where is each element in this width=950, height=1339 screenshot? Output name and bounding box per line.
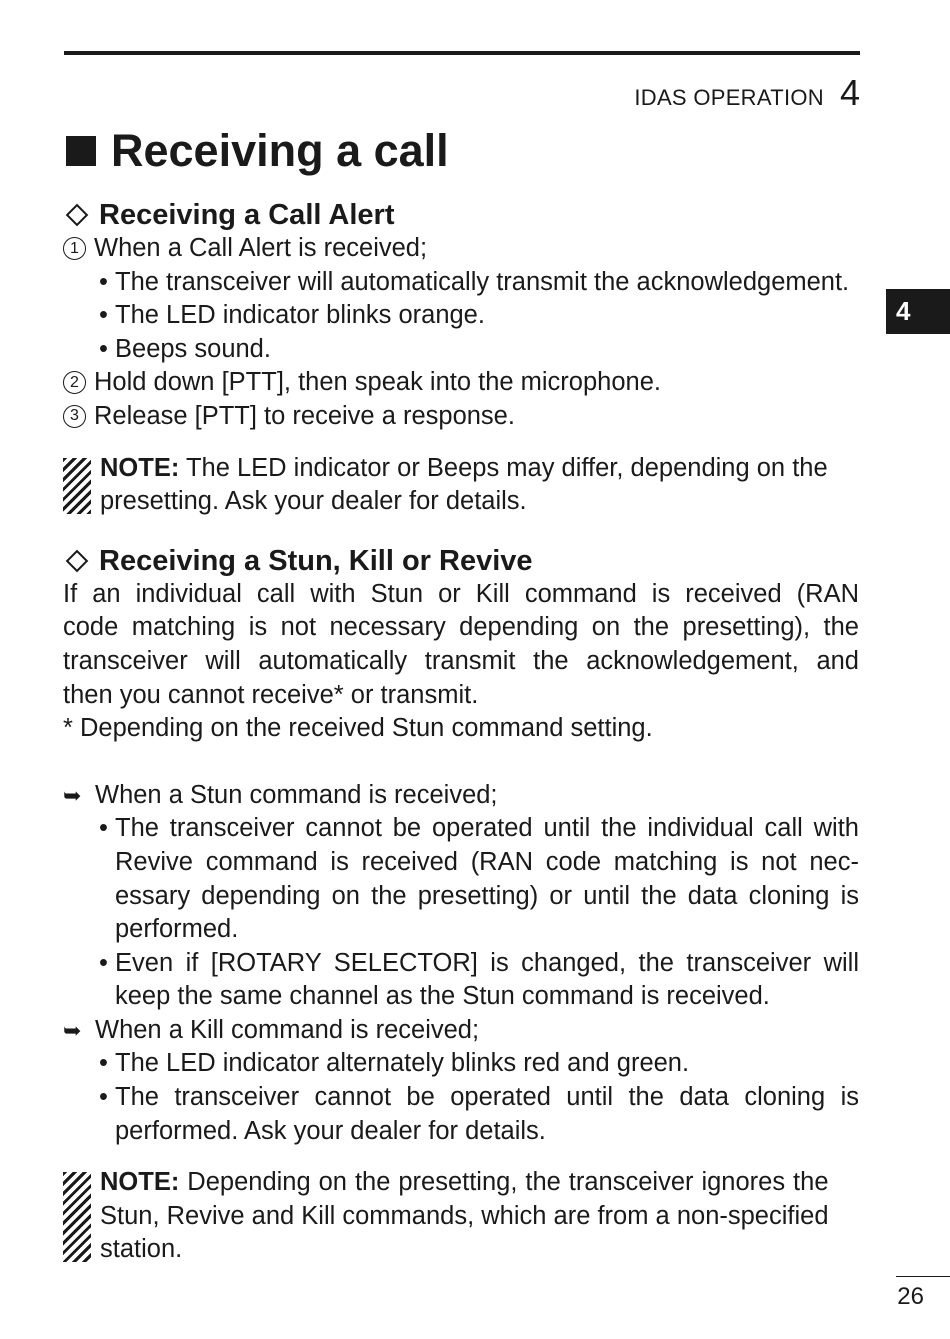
note-line: NOTE: Depending on the presetting, the transceiver ignores the [100,1168,829,1197]
step-text: When a Call Alert is received; [94,234,428,262]
footnote: * Depending on the received Stun command setting. [63,714,653,743]
step-1 [63,232,859,266]
diamond-icon [66,549,89,572]
running-header [634,72,860,114]
kill-case-heading [63,1014,859,1048]
list-item-text: The transceiver will automatically transmit the acknowledgement. [115,267,850,296]
diamond-icon [66,204,89,227]
kill-case-bullets [63,1047,859,1148]
step-3 [63,400,859,434]
call-alert-title [63,198,859,232]
chapter-side-tab: 4 [886,289,950,334]
bullet-icon: • [99,334,108,363]
list-item-text: The transceiver cannot be operated until the data cloning is [115,1083,859,1112]
top-rule [64,51,860,55]
list-item-text: performed. [115,915,239,944]
page-number-rule [896,1276,950,1277]
note-line: station. [100,1235,183,1264]
paragraph-line: If an individual call with Stun or Kill command is received (RAN [63,579,859,608]
stun-kill-title-text: Receiving a Stun, Kill or Revive [99,544,533,577]
section-title-text: Receiving a call [111,125,449,176]
arrow-right-icon: ➥ [63,1017,82,1043]
page-number: 26 [897,1283,924,1310]
list-item [99,266,859,300]
stun-kill-title [63,544,859,578]
list-item [99,333,859,367]
list-item [99,1081,859,1148]
list-item [99,1047,859,1081]
paragraph-line: then you cannot receive* or transmit. [63,680,479,709]
bullet-icon: • [99,1049,108,1078]
list-item [99,812,859,946]
circled-number-icon: 2 [63,371,86,394]
list-item [99,299,859,333]
list-item-text: Revive command is received (RAN code matching is not nec- [115,847,859,876]
paragraph-line: code matching is not necessary depending on the presetting), the [63,613,859,642]
note-line: presetting. Ask your dealer for details. [100,487,527,516]
note-line: NOTE: The LED indicator or Beeps may differ, depending on the [100,453,828,482]
call-alert-bullets [63,266,859,367]
note-stripes-icon [63,1172,91,1262]
black-square-icon [66,136,96,166]
step-2 [63,366,859,400]
bullet-icon: • [99,948,108,977]
list-item-text: The transceiver cannot be operated until the individual call with [115,814,859,843]
step-text: Release [PTT] to receive a response. [94,401,515,430]
note-label: NOTE: [100,453,180,482]
list-item-text: essary depending on the presetting) or until the data cloning is [115,881,859,910]
stun-case-heading-text: When a Stun command is received; [95,780,498,809]
chapter-number: 4 [839,72,860,113]
kill-case-heading-text: When a Kill command is received; [95,1015,480,1044]
circled-number-icon: 1 [63,237,86,260]
list-item-text: Beeps sound. [115,334,271,363]
list-item-text: Even if [ROTARY SELECTOR] is changed, the transceiver will [115,948,859,977]
bullet-icon: • [99,1083,108,1112]
circled-number-icon: 3 [63,405,86,428]
list-item [99,947,859,1014]
list-item-text: keep the same channel as the Stun command is received. [115,982,770,1011]
list-item-text: The LED indicator alternately blinks red and green. [115,1049,690,1078]
note-stun-kill [63,1166,859,1267]
note-label: NOTE: [100,1168,180,1197]
arrow-right-icon: ➥ [63,782,82,808]
note-stripes-icon [63,458,91,514]
bullet-icon: • [99,814,108,843]
list-item-text: The LED indicator blinks orange. [115,301,485,330]
bullet-icon: • [99,301,108,330]
stun-case-bullets [63,812,859,1014]
call-alert-title-text: Receiving a Call Alert [99,199,395,231]
step-text: Hold down [PTT], then speak into the microphone. [94,368,661,397]
stun-case-heading [63,779,859,813]
list-item-text: performed. Ask your dealer for details. [115,1116,546,1145]
note-call-alert [63,452,859,519]
note-line: Stun, Revive and Kill commands, which are from a non-specified [100,1201,829,1230]
section-title [63,118,859,184]
bullet-icon: • [99,267,108,296]
chapter-name: IDAS OPERATION [634,85,824,110]
paragraph-line: transceiver will automatically transmit the acknowledgement, and [63,646,859,675]
page-content [63,118,859,1267]
